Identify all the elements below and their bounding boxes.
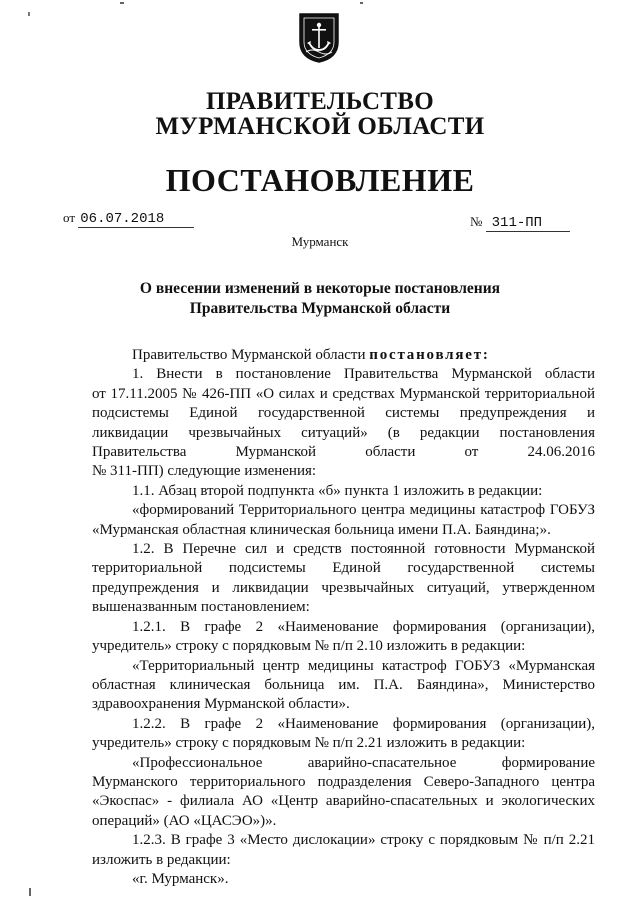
preamble <box>92 346 595 365</box>
document-date: 06.07.2018 <box>78 211 194 228</box>
body-line: № 311-ПП) следующие изменения: <box>92 463 317 480</box>
preamble-lead: Правительство Мурманской области <box>132 347 370 363</box>
body-line: изложить в редакции: <box>92 851 231 868</box>
body-line: учредитель» строку с порядковым № п/п 2.21 изложить в редакции: <box>92 735 526 752</box>
body-line: 1. Внести в постановление Правительства Мурманской области <box>132 366 595 383</box>
body-line: «Территориальный центр медицины катастроф ГОБУЗ «Мурманская <box>132 657 595 674</box>
document-body <box>92 346 595 889</box>
body-line: ликвидации чрезвычайных ситуаций» (в редакции постановления <box>92 424 595 441</box>
body-line: Правительства Мурманской области от 24.06.2016 <box>92 444 595 461</box>
body-line: предупреждения и ликвидации чрезвычайных ситуаций, утвержденном <box>92 579 595 596</box>
body-line: от 17.11.2005 № 426-ПП «О силах и средствах Мурманской территориальной <box>92 385 595 402</box>
scan-speck <box>120 2 124 4</box>
city: Мурманск <box>291 234 349 249</box>
body-line: 1.1. Абзац второй подпункта «б» пункта 1 изложить в редакции: <box>132 482 543 499</box>
body-line: «формирований Территориального центра медицины катастроф ГОБУЗ <box>132 502 595 519</box>
body-line: «Мурманская областная клиническая больница имени П.А. Баяндина;». <box>92 521 551 538</box>
body-line: 1.2.2. В графе 2 «Наименование формирования (организации), <box>132 715 595 732</box>
body-line: «Профессиональное аварийно-спасательное формирование <box>132 754 595 771</box>
number-prefix: № <box>470 214 483 229</box>
decree-word: постановляет: <box>369 347 490 363</box>
government-name-line1: ПРАВИТЕЛЬСТВО <box>206 88 434 115</box>
body-line: территориальной подсистемы Единой государственной системы <box>92 560 595 577</box>
scan-speck <box>28 12 30 16</box>
number-row <box>470 214 570 232</box>
body-line: 1.2. В Перечне сил и средств постоянной готовности Мурманской <box>132 541 595 558</box>
body-line: Мурманского территориального подразделения Северо-Западного центра <box>92 773 595 790</box>
scan-speck <box>29 888 31 896</box>
body-line: подсистемы Единой государственной системы предупреждения и <box>92 405 595 422</box>
body-line: «г. Мурманск». <box>132 870 229 887</box>
document-title-line1: О внесении изменений в некоторые постановления <box>139 280 501 297</box>
body-line: здравоохранения Мурманской области». <box>92 696 350 713</box>
body-line: «Экоспас» - филиала АО «Центр аварийно-спасательных и экологических <box>92 793 595 810</box>
document-title-line2: Правительства Мурманской области <box>189 300 451 317</box>
body-line: вышеназванным постановлением: <box>92 599 310 616</box>
document-type: ПОСТАНОВЛЕНИЕ <box>165 162 475 198</box>
date-prefix: от <box>63 210 76 225</box>
body-line: операций» (АО «ЦАСЭО»)». <box>92 812 277 829</box>
scan-speck <box>360 2 363 4</box>
body-line: областная клиническая больница им. П.А. Баяндина», Министерство <box>92 676 595 693</box>
body-line: учредитель» строку с порядковым № п/п 2.10 изложить в редакции: <box>92 638 526 655</box>
coat-of-arms-icon <box>298 12 340 64</box>
document-number: 311-ПП <box>486 215 570 232</box>
body-line: 1.2.1. В графе 2 «Наименование формирования (организации), <box>132 618 595 635</box>
date-row <box>63 210 194 228</box>
body-line: 1.2.3. В графе 3 «Место дислокации» строку с порядковым № п/п 2.21 <box>132 832 595 849</box>
government-name-line2: МУРМАНСКОЙ ОБЛАСТИ <box>155 113 485 140</box>
